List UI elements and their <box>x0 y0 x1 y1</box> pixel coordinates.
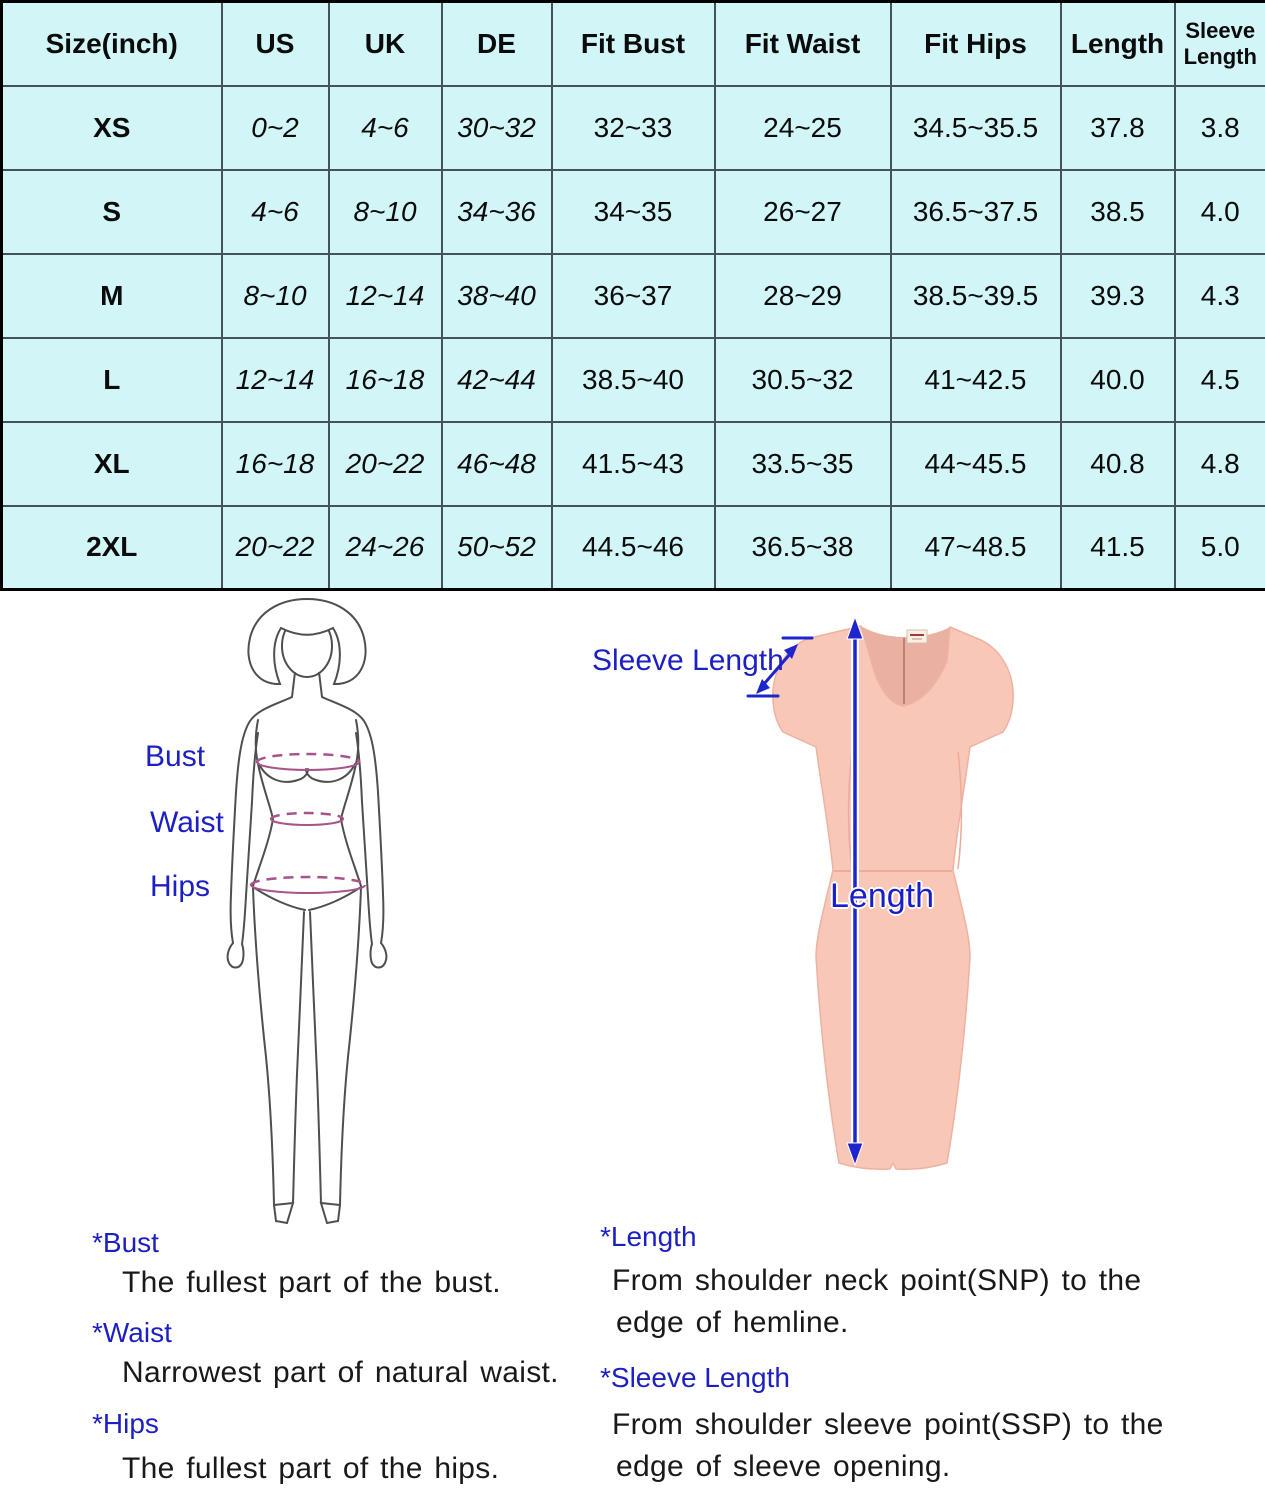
table-cell: 46~48 <box>442 422 552 506</box>
waist-label: Waist <box>150 806 224 839</box>
size-cell: XS <box>2 86 222 170</box>
header-size: Size(inch) <box>2 2 222 86</box>
sleeve-length-definition-line2: edge of sleeve opening. <box>616 1450 951 1483</box>
brand-tag <box>907 630 927 643</box>
table-cell: 8~10 <box>329 170 442 254</box>
header-us: US <box>222 2 329 86</box>
waist-term: *Waist <box>92 1317 172 1348</box>
bust-definition: The fullest part of the bust. <box>122 1266 501 1299</box>
table-cell: 44.5~46 <box>552 506 715 590</box>
table-cell: 4~6 <box>329 86 442 170</box>
table-cell: 32~33 <box>552 86 715 170</box>
table-cell: 33.5~35 <box>715 422 891 506</box>
length-diagram-label: Length <box>830 877 934 915</box>
table-cell: 41.5 <box>1061 506 1175 590</box>
table-cell: 3.8 <box>1175 86 1265 170</box>
table-cell: 38.5 <box>1061 170 1175 254</box>
waist-definition: Narrowest part of natural waist. <box>122 1356 559 1389</box>
table-cell: 20~22 <box>329 422 442 506</box>
table-row <box>2 86 1265 170</box>
table-cell: 4.5 <box>1175 338 1265 422</box>
hips-term: *Hips <box>92 1408 159 1439</box>
table-cell: 34.5~35.5 <box>891 86 1061 170</box>
table-cell: 41.5~43 <box>552 422 715 506</box>
table-cell: 40.8 <box>1061 422 1175 506</box>
table-cell: 40.0 <box>1061 338 1175 422</box>
sleeve-length-diagram-label: Sleeve Length <box>592 644 784 677</box>
size-cell: S <box>2 170 222 254</box>
table-cell: 38.5~40 <box>552 338 715 422</box>
header-uk: UK <box>329 2 442 86</box>
table-cell: 38.5~39.5 <box>891 254 1061 338</box>
size-cell: M <box>2 254 222 338</box>
table-cell: 44~45.5 <box>891 422 1061 506</box>
table-cell: 4.3 <box>1175 254 1265 338</box>
header-sleeve-length: Sleeve Length <box>1175 2 1265 86</box>
table-cell: 34~36 <box>442 170 552 254</box>
size-table <box>0 0 1265 591</box>
table-cell: 34~35 <box>552 170 715 254</box>
table-cell: 12~14 <box>222 338 329 422</box>
bust-label: Bust <box>145 740 206 773</box>
table-cell: 36~37 <box>552 254 715 338</box>
table-cell: 42~44 <box>442 338 552 422</box>
table-cell: 47~48.5 <box>891 506 1061 590</box>
table-cell: 5.0 <box>1175 506 1265 590</box>
table-cell: 24~25 <box>715 86 891 170</box>
hips-label: Hips <box>150 870 211 903</box>
table-cell: 4~6 <box>222 170 329 254</box>
header-fit-hips: Fit Hips <box>891 2 1061 86</box>
table-row <box>2 506 1265 590</box>
length-definition-line2: edge of hemline. <box>616 1306 849 1339</box>
hips-definition: The fullest part of the hips. <box>122 1452 500 1485</box>
table-cell: 38~40 <box>442 254 552 338</box>
table-cell: 39.3 <box>1061 254 1175 338</box>
length-term: *Length <box>600 1221 697 1252</box>
table-cell: 0~2 <box>222 86 329 170</box>
table-cell: 8~10 <box>222 254 329 338</box>
table-row <box>2 170 1265 254</box>
sleeve-length-definition-line1: From shoulder sleeve point(SSP) to the <box>612 1408 1164 1441</box>
bust-term: *Bust <box>92 1227 159 1258</box>
table-cell: 20~22 <box>222 506 329 590</box>
table-cell: 30~32 <box>442 86 552 170</box>
table-row <box>2 422 1265 506</box>
table-cell: 30.5~32 <box>715 338 891 422</box>
table-cell: 16~18 <box>222 422 329 506</box>
table-cell: 36.5~37.5 <box>891 170 1061 254</box>
table-cell: 26~27 <box>715 170 891 254</box>
table-cell: 16~18 <box>329 338 442 422</box>
body-measurement-figure <box>195 592 460 1232</box>
header-de: DE <box>442 2 552 86</box>
table-row <box>2 254 1265 338</box>
size-cell: 2XL <box>2 506 222 590</box>
table-cell: 4.0 <box>1175 170 1265 254</box>
table-cell: 37.8 <box>1061 86 1175 170</box>
table-header-row <box>2 2 1265 86</box>
length-definition-line1: From shoulder neck point(SNP) to the <box>612 1264 1142 1297</box>
sleeve-length-term: *Sleeve Length <box>600 1362 790 1393</box>
header-length: Length <box>1061 2 1175 86</box>
size-cell: L <box>2 338 222 422</box>
header-fit-waist: Fit Waist <box>715 2 891 86</box>
table-cell: 4.8 <box>1175 422 1265 506</box>
size-cell: XL <box>2 422 222 506</box>
table-cell: 36.5~38 <box>715 506 891 590</box>
table-cell: 12~14 <box>329 254 442 338</box>
table-cell: 28~29 <box>715 254 891 338</box>
table-cell: 41~42.5 <box>891 338 1061 422</box>
header-fit-bust: Fit Bust <box>552 2 715 86</box>
table-cell: 24~26 <box>329 506 442 590</box>
table-row <box>2 338 1265 422</box>
table-cell: 50~52 <box>442 506 552 590</box>
